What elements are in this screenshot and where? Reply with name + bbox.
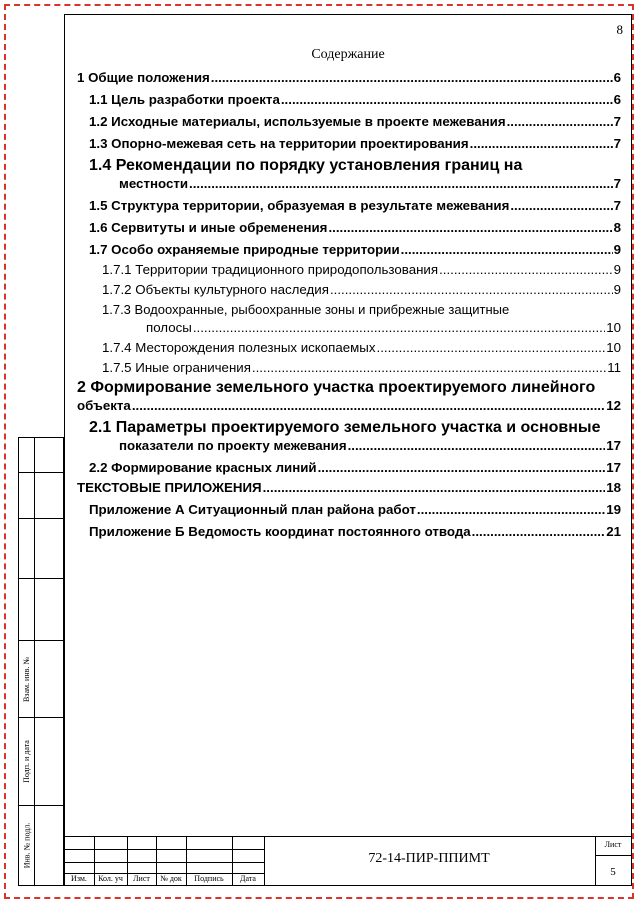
toc-page-number: 7 (613, 136, 621, 151)
toc-entry[interactable] (77, 281, 621, 299)
sheet-label: Лист (604, 840, 622, 849)
toc-entry[interactable] (77, 359, 621, 377)
toc-leader-dots (439, 261, 613, 279)
toc-entry-text: Приложение А Ситуационный план района работ (89, 502, 416, 517)
toc-leader-dots (510, 197, 612, 215)
toc-leader-dots (263, 479, 606, 497)
toc-entry[interactable] (77, 219, 621, 237)
toc-page-number: 7 (613, 176, 621, 191)
toc-entry-text: 2 Формирование земельного участка проектируемого линейного (77, 379, 596, 396)
toc-leader-dots (472, 523, 606, 541)
table-of-contents (77, 67, 621, 541)
tb-col-count: Кол. уч (98, 874, 123, 883)
toc-entry-text: 1.1 Цель разработки проекта (89, 92, 280, 107)
toc-entry-text: объекта (77, 398, 131, 413)
toc-entry[interactable] (77, 523, 621, 541)
toc-page-number: 7 (613, 114, 621, 129)
toc-entry-text: 1 Общие положения (77, 70, 210, 85)
toc-entry[interactable] (77, 419, 621, 455)
toc-entry-text: ТЕКСТОВЫЕ ПРИЛОЖЕНИЯ (77, 480, 262, 495)
toc-leader-dots (330, 281, 613, 299)
toc-entry-text: 1.7.2 Объекты культурного наследия (102, 282, 329, 297)
toc-entry-text: 1.7.3 Водоохранные, рыбоохранные зоны и прибрежные защитные (102, 302, 510, 317)
toc-page-number: 11 (607, 360, 621, 375)
toc-page-number: 17 (606, 438, 621, 453)
side-stamp-lower (18, 640, 64, 886)
toc-entry-text: 1.7.1 Территории традиционного природопользования (102, 262, 439, 277)
toc-entry[interactable] (77, 301, 621, 337)
side-label-replace-inv: Взам. инв. № (22, 656, 31, 702)
toc-entry-text: 1.6 Сервитуты и иные обременения (89, 220, 328, 235)
toc-page-number: 12 (606, 398, 621, 413)
tb-col-change: Изм. (71, 874, 87, 883)
toc-page-number: 17 (606, 460, 621, 475)
toc-leader-dots (189, 175, 613, 193)
toc-entry[interactable] (77, 339, 621, 357)
toc-entry[interactable] (77, 197, 621, 215)
toc-page-number: 9 (613, 242, 621, 257)
document-code: 72-14-ПИР-ППИМТ (368, 851, 490, 866)
toc-page-number: 21 (606, 524, 621, 539)
toc-entry[interactable] (77, 113, 621, 131)
side-stamp-upper (18, 437, 64, 641)
toc-entry[interactable] (77, 379, 621, 415)
sheet-number: 5 (610, 866, 616, 878)
toc-entry[interactable] (77, 69, 621, 87)
toc-page-number: 9 (613, 282, 621, 297)
toc-leader-dots (281, 91, 613, 109)
toc-leader-dots (348, 437, 606, 455)
toc-page-number: 7 (613, 198, 621, 213)
toc-page-number: 6 (613, 92, 621, 107)
toc-page-number: 9 (613, 262, 621, 277)
tb-col-sheet: Лист (133, 874, 150, 883)
toc-title: Содержание (311, 47, 385, 62)
toc-page-number: 10 (606, 340, 621, 355)
toc-page-number: 18 (606, 480, 621, 495)
side-label-sign-date: Подп. и дата (22, 739, 31, 783)
toc-leader-dots (328, 219, 612, 237)
toc-leader-dots (132, 397, 605, 415)
side-label-orig-inv: Инв. № подл. (22, 822, 31, 868)
drawing-frame (64, 14, 632, 886)
toc-leader-dots (401, 241, 613, 259)
toc-page-number: 10 (606, 320, 621, 335)
toc-entry-text: 1.4 Рекомендации по порядку установления границ на (89, 157, 523, 174)
toc-entry-text: показатели по проекту межевания (119, 438, 347, 453)
toc-leader-dots (193, 319, 605, 337)
toc-entry[interactable] (77, 91, 621, 109)
toc-entry-text: полосы (146, 320, 192, 335)
toc-leader-dots (377, 339, 606, 357)
toc-leader-dots (470, 135, 613, 153)
toc-page-number: 6 (613, 70, 621, 85)
toc-entry-text: 2.1 Параметры проектируемого земельного участка и основные (89, 419, 601, 436)
toc-entry-text: 1.7 Особо охраняемые природные территории (89, 242, 400, 257)
tb-col-signature: Подпись (194, 874, 224, 883)
toc-entry-text: Приложение Б Ведомость координат постоянного отвода (89, 524, 471, 539)
toc-entry-text: 1.7.5 Иные ограничения (102, 360, 251, 375)
toc-leader-dots (252, 359, 606, 377)
toc-entry-text: 1.2 Исходные материалы, используемые в проекте межевания (89, 114, 506, 129)
toc-leader-dots (318, 459, 606, 477)
toc-page-number: 8 (613, 220, 621, 235)
toc-leader-dots (507, 113, 613, 131)
tb-col-doc: № док (160, 874, 182, 883)
toc-entry[interactable] (77, 501, 621, 519)
toc-entry[interactable] (77, 241, 621, 259)
toc-entry-text: 1.7.4 Месторождения полезных ископаемых (102, 340, 376, 355)
toc-entry-text: 2.2 Формирование красных линий (89, 460, 317, 475)
page-number-top: 8 (616, 22, 623, 37)
toc-page-number: 19 (606, 502, 621, 517)
title-block (64, 836, 632, 886)
toc-entry-text: 1.3 Опорно-межевая сеть на территории проектирования (89, 136, 469, 151)
toc-entry-text: местности (119, 176, 189, 191)
toc-entry[interactable] (77, 157, 621, 193)
toc-entry[interactable] (77, 261, 621, 279)
toc-leader-dots (211, 69, 613, 87)
toc-entry-text: 1.5 Структура территории, образуемая в результате межевания (89, 198, 510, 213)
toc-entry[interactable] (77, 135, 621, 153)
toc-entry[interactable] (77, 479, 621, 497)
toc-leader-dots (417, 501, 605, 519)
tb-col-date: Дата (240, 874, 256, 883)
toc-entry[interactable] (77, 459, 621, 477)
